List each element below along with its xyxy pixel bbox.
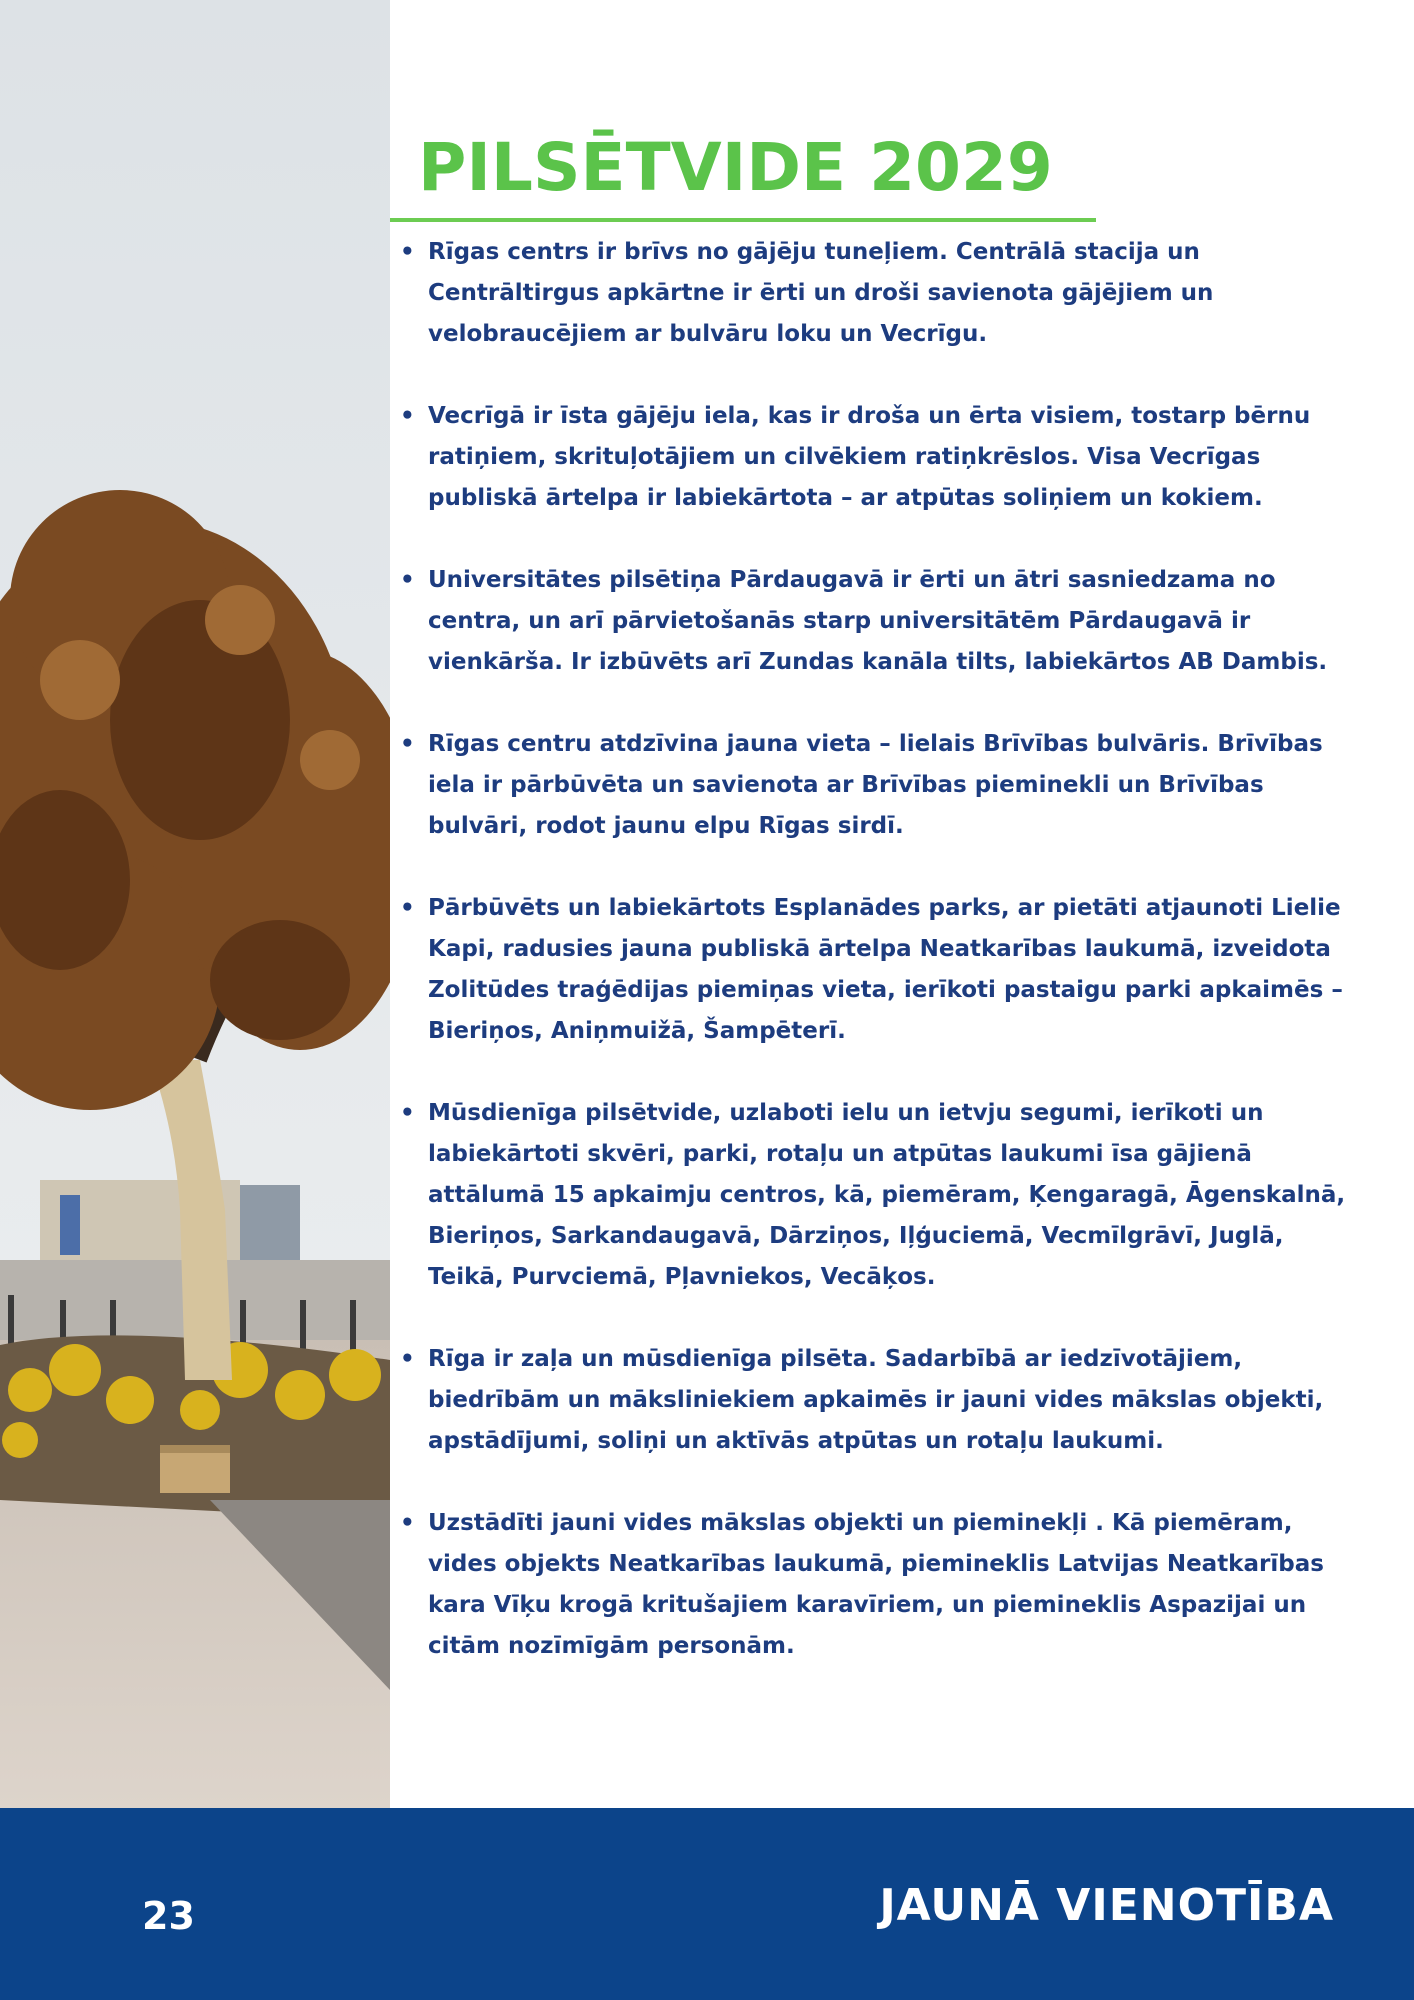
bullet-dot-icon: • xyxy=(400,239,415,265)
decorative-photo-tree xyxy=(0,0,390,1808)
list-item xyxy=(400,1093,1358,1298)
page-title: PILSĒTVIDE 2029 xyxy=(418,129,1053,206)
list-item-text: Pārbūvēts un labiekārtots Esplanādes parks, ar pietāti atjaunoti Lielie Kapi, radusies jauna publiskā ārtelpa Neatkarības laukumā, izveidota Zolitūdes traģēdijas piemiņas vieta, ierīkoti pastaigu parki apkaimēs – Bieriņos, Aniņmuižā, Šampēterī. xyxy=(428,895,1343,1044)
list-item xyxy=(400,396,1358,519)
list-item xyxy=(400,232,1358,355)
list-item-text: Universitātes pilsētiņa Pārdaugavā ir ērti un ātri sasniedzama no centra, un arī pārvietošanās starp universitātēm Pārdaugavā ir vienkārša. Ir izbūvēts arī Zundas kanāla tilts, labiekārtos AB Dambis. xyxy=(428,567,1328,675)
list-item-text: Rīgas centru atdzīvina jauna vieta – lielais Brīvības bulvāris. Brīvības iela ir pārbūvēta un savienota ar Brīvības pieminekli un Brīvības bulvāri, rodot jaunu elpu Rīgas sirdī. xyxy=(428,731,1323,839)
bullet-dot-icon: • xyxy=(400,1100,415,1126)
list-item-text: Vecrīgā ir īsta gājēju iela, kas ir droša un ērta visiem, tostarp bērnu ratiņiem, skrituļotājiem un cilvēkiem ratiņkrēslos. Visa Vecrīgas publiskā ārtelpa ir labiekārtota – ar atpūtas soliņiem un kokiem. xyxy=(428,403,1311,511)
list-item xyxy=(400,560,1358,683)
list-item xyxy=(400,1503,1358,1667)
bullet-dot-icon: • xyxy=(400,1510,415,1536)
brand-logo-text: JAUNĀ VIENOTĪBA xyxy=(879,1880,1334,1931)
list-item xyxy=(400,888,1358,1052)
bullet-list xyxy=(400,232,1358,1708)
list-item-text: Rīgas centrs ir brīvs no gājēju tuneļiem. Centrālā stacija un Centrāltirgus apkārtne ir ērti un droši savienota gājējiem un velobraucējiem ar bulvāru loku un Vecrīgu. xyxy=(428,239,1214,347)
list-item-text: Rīga ir zaļa un mūsdienīga pilsēta. Sadarbībā ar iedzīvotājiem, biedrībām un māksliniekiem apkaimēs ir jauni vides mākslas objekti, apstādījumi, soliņi un aktīvās atpūtas un rotaļu laukumi. xyxy=(428,1346,1324,1454)
bullet-dot-icon: • xyxy=(400,403,415,429)
list-item xyxy=(400,1339,1358,1462)
page-number: 23 xyxy=(142,1894,195,1938)
main-content xyxy=(390,0,1414,1808)
list-item xyxy=(400,724,1358,847)
bullet-dot-icon: • xyxy=(400,567,415,593)
bullet-dot-icon: • xyxy=(400,895,415,921)
list-item-text: Uzstādīti jauni vides mākslas objekti un pieminekļi . Kā piemēram, vides objekts Neatkarības laukumā, piemineklis Latvijas Neatkarības kara Vīķu krogā kritušajiem karavīriem, un piemineklis Aspazijai un citām nozīmīgām personām. xyxy=(428,1510,1324,1659)
bullet-dot-icon: • xyxy=(400,1346,415,1372)
title-underline xyxy=(390,218,1096,222)
tree-photo-illustration xyxy=(0,0,390,1808)
list-item-text: Mūsdienīga pilsētvide, uzlaboti ielu un ietvju segumi, ierīkoti un labiekārtoti skvēri, parki, rotaļu un atpūtas laukumi īsa gājienā attālumā 15 apkaimju centros, kā, piemēram, Ķengaragā, Āgenskalnā, Bieriņos, Sarkandaugavā, Dārziņos, Iļģuciemā, Vecmīlgrāvī, Juglā, Teikā, Purvciemā, Pļavniekos, Vecāķos. xyxy=(428,1100,1346,1290)
bullet-dot-icon: • xyxy=(400,731,415,757)
